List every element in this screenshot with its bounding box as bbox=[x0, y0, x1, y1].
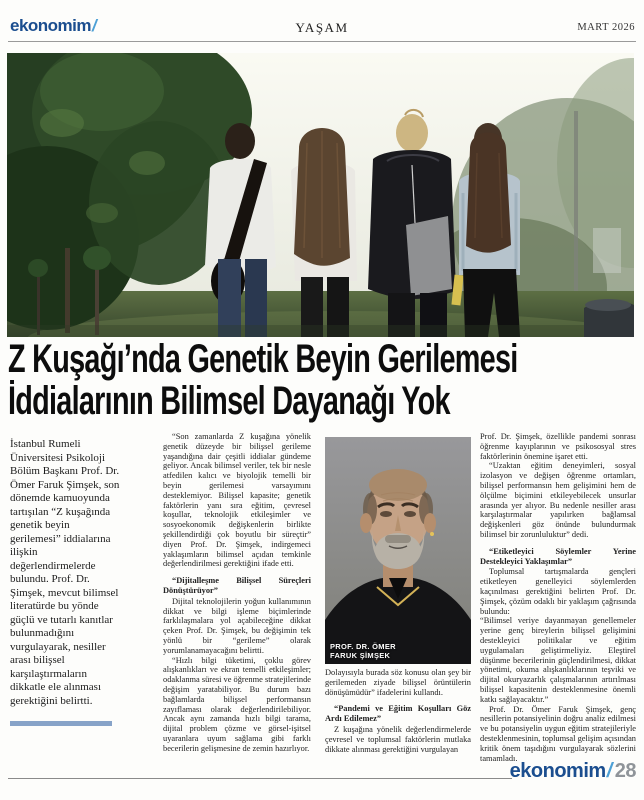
footer-logo bbox=[510, 760, 636, 783]
paragraph: “Son zamanlarda Z kuşağına yönelik genetik düzeyde bir bilişsel gerileme yaşandığına dair çeşitli iddialar gündeme geliyor. Ancak bilimsel veriler, tek bir nesle atfedilen kalıcı ve biyolojik temelli bir beyin gerilemesi varsayımını desteklemiyor. Bilişsel kapasite; genetik faktörlerin yanı sıra eğitim, çevresel koşullar, teknolojik etkileşimler ve sosyoekonomik değişkenlerin birlikte şekillendirdiği çok boyutlu bir süreçtir” diyen Prof. Dr. Şimşek, indirgemeci yaklaşımların bilimsel açıdan temkinle değerlendirilmesi gerektiğini ifade etti. bbox=[163, 432, 311, 569]
caption-line1: PROF. DR. ÖMER bbox=[330, 642, 396, 651]
paragraph: Prof. Dr. Ömer Faruk Şimşek, genç nesillerin potansiyelinin doğru analiz edilmesi ve bu potansiyelin uygun eğitim stratejileriyle desteklenmesinin, toplumsal gelişim açısından kritik önem taşıdığını vurgulayarak sözlerini tamamladı. bbox=[480, 704, 636, 763]
body-column-3 bbox=[325, 437, 471, 754]
paragraph: Dolayısıyla burada söz konusu olan şey bir gerilemeden ziyade bilişsel örüntülerin dönüşümüdür” ifadelerini kullandı. bbox=[325, 668, 471, 697]
lede-accent-bar bbox=[10, 721, 112, 726]
logo-slash-icon: / bbox=[92, 16, 97, 35]
paragraph: “Uzaktan eğitim deneyimleri, sosyal izolasyon ve değişen öğrenme ortamları, bilişsel performansın hem gelişimini hem de ölçülme biçimini etkileyebilecek unsurlar arasında yer alıyor. Bu nedenle nesiller arası karşılaştırmalar yapılırken bağlamsal değişkenleri göz önünde bulundurmak bilimsel bir zorunluluktur” dedi. bbox=[480, 461, 636, 539]
hero-photo bbox=[7, 53, 634, 337]
caption-line2: FARUK ŞİMŞEK bbox=[330, 651, 391, 660]
body-column-2 bbox=[163, 432, 311, 754]
page-number: 28 bbox=[614, 760, 636, 782]
section-title: YAŞAM bbox=[295, 20, 349, 35]
paragraph: Dijital teknolojilerin yoğun kullanımının dikkat ve bilgi işleme biçimlerinde farklılaşmalara yol açabileceğine dikkat çeken Prof. Dr. Şimşek, bu değişimin tek yönlü bir “gerileme” olarak yorumlanamayacağını belirtti. bbox=[163, 596, 311, 655]
logo-wordmark: ekonomim bbox=[10, 16, 92, 35]
body-column-4 bbox=[480, 432, 636, 763]
paragraph: “Hızlı bilgi tüketimi, çoklu görev alışkanlıkları ve ekran temelli etkileşimler; odaklanma süresi ve öğrenme stratejilerinde değişim yaratabiliyor. Bu durum bazı bağlamlarda bilişsel performansın zayıflaması olarak değerlendirilebiliyor. Ancak aynı zamanda hızlı bilgi tarama, dijital problem çözme ve görsel-işitsel uyaranlara uyum sağlama gibi farklı becerilerin gelişmesine de zemin hazırlıyor. bbox=[163, 655, 311, 753]
masthead bbox=[8, 14, 636, 42]
professor-portrait-illustration bbox=[325, 437, 471, 664]
paragraph: “Bilimsel veriye dayanmayan genellemeler yerine genç bireylerin bilişsel gelişimini destekleyici politikalar ve eğitim uygulamaları geliştirmeliyiz. Eleştirel düşünme becerilerinin güçlendirilmesi, dikkat yönetimi, okuma alışkanlıklarının teşviki ve dijital okuryazarlık çalışmalarının artırılması bilişsel kapasitenin desteklenmesine önemli katkı sağlayacaktır.” bbox=[480, 616, 636, 704]
lede-paragraph: İstanbul Rumeli Üniversitesi Psikoloji Bölüm Başkanı Prof. Dr. Ömer Faruk Şimşek, son dönemde kamuoyunda tartışılan “Z kuşağında genetik beyin gerilemesi” iddialarına ilişkin değerlendirmelerde bulundu. Prof. Dr. Şimşek, mevcut bilimsel literatürde bu yönde güçlü ve tutarlı kanıtlar bulunmadığını vurgulayarak, nesiller arası bilişsel karşılaştırmaların dikkatle ele alınması gerektiğini belirtti. bbox=[10, 438, 120, 707]
headline-line2: İddialarının Bilimsel Dayanağı Yok bbox=[8, 379, 450, 423]
subheading: “Dijitalleşme Bilişsel Süreçleri Dönüştürüyor” bbox=[163, 576, 311, 595]
headline-line1: Z Kuşağı’nda Genetik Beyin Gerilemesi bbox=[8, 337, 518, 381]
hero-photo-illustration bbox=[7, 53, 634, 337]
article-headline bbox=[8, 338, 644, 422]
footer-logo-slash-icon: / bbox=[606, 760, 612, 782]
paragraph: Prof. Dr. Şimşek, özellikle pandemi sonrası öğrenme kayıplarının ve psikososyal stres faktörlerinin önemine işaret etti. bbox=[480, 432, 636, 461]
paragraph: Z kuşağına yönelik değerlendirmelerde çevresel ve toplumsal faktörlerin mutlaka dikkate alınması gerektiğini vurgulayan bbox=[325, 724, 471, 754]
issue-date: MART 2026 bbox=[577, 22, 635, 33]
paragraph: Toplumsal tartışmalarda gençleri etiketleyen genelleyici söylemlerden kaçınılması gerektiğini belirten Prof. Dr. Şimşek, çözüm odaklı bir yaklaşım çağrısında bulundu: bbox=[480, 567, 636, 616]
subheading: “Etiketleyici Söylemler Yerine Destekleyici Yaklaşımlar” bbox=[480, 546, 636, 566]
portrait-caption bbox=[330, 642, 396, 660]
subheading: “Pandemi ve Eğitim Koşulları Göz Ardı Edilemez” bbox=[325, 704, 471, 724]
lede-column bbox=[10, 438, 122, 726]
footer-rule bbox=[8, 778, 512, 779]
professor-portrait-photo bbox=[325, 437, 471, 664]
footer-logo-wordmark: ekonomim bbox=[509, 760, 606, 782]
